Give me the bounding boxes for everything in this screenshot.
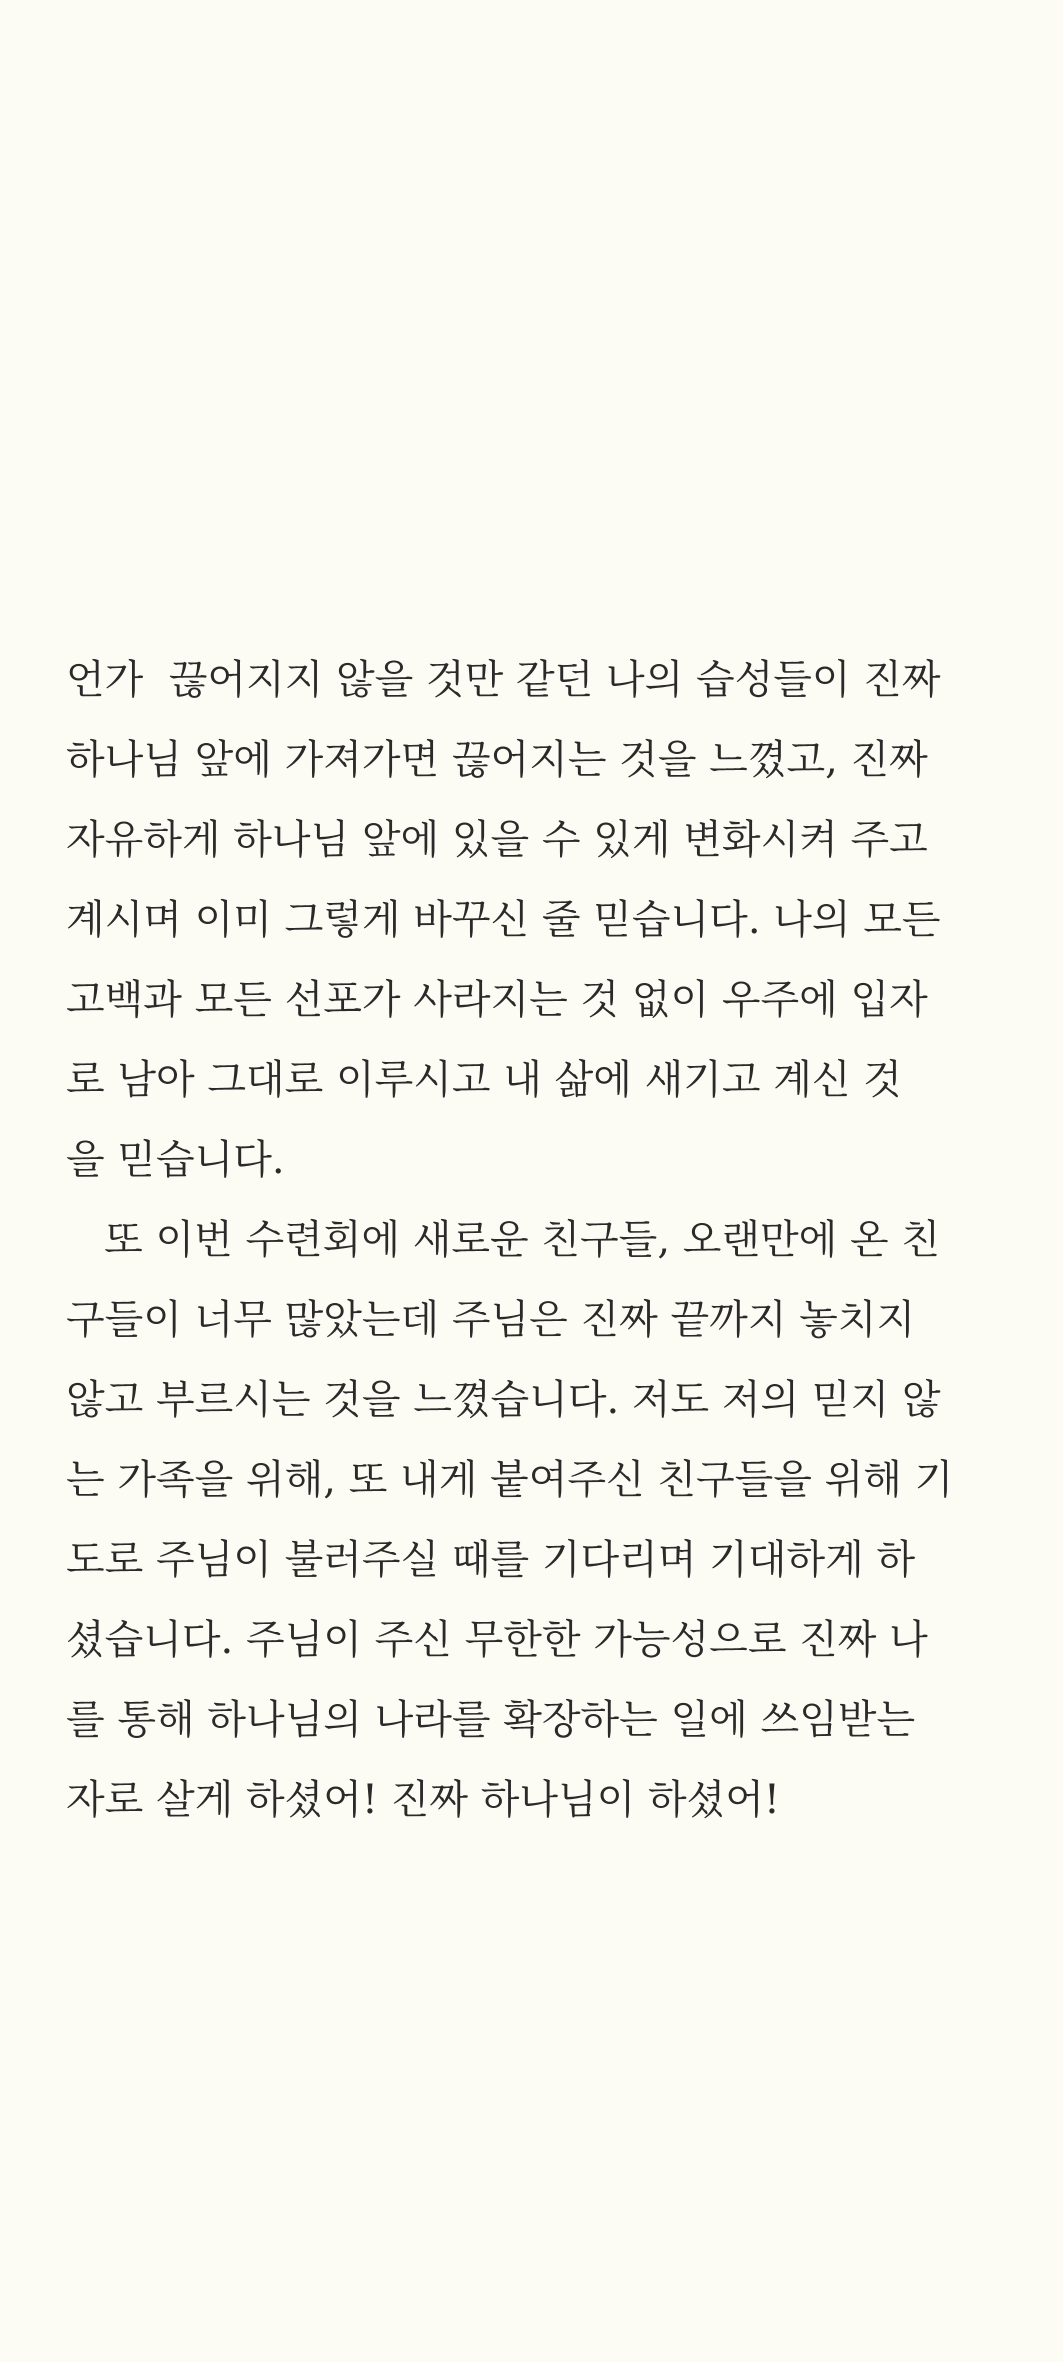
text-line: 는 가족을 위해, 또 내게 붙여주신 친구들을 위해 기 xyxy=(66,1457,954,1503)
text-line: 구들이 너무 많았는데 주님은 진짜 끝까지 놓치지 xyxy=(66,1297,916,1343)
text-line: 를 통해 하나님의 나라를 확장하는 일에 쓰임받는 xyxy=(66,1697,916,1743)
text-line: 자유하게 하나님 앞에 있을 수 있게 변화시켜 주고 xyxy=(66,817,928,863)
text-line: 또 이번 수련회에 새로운 친구들, 오랜만에 온 친 xyxy=(66,1217,941,1263)
text-line: 자로 살게 하셨어! 진짜 하나님이 하셨어! xyxy=(66,1777,780,1823)
body-text xyxy=(66,640,996,1840)
text-line: 하나님 앞에 가져가면 끊어지는 것을 느꼈고, 진짜 xyxy=(66,737,928,783)
text-line: 로 남아 그대로 이루시고 내 삶에 새기고 계신 것 xyxy=(66,1057,902,1103)
text-line: 고백과 모든 선포가 사라지는 것 없이 우주에 입자 xyxy=(66,977,928,1023)
text-line: 도로 주님이 불러주실 때를 기다리며 기대하게 하 xyxy=(66,1537,916,1583)
text-line: 셨습니다. 주님이 주신 무한한 가능성으로 진짜 나 xyxy=(66,1617,928,1663)
text-line: 계시며 이미 그렇게 바꾸신 줄 믿습니다. 나의 모든 xyxy=(66,897,941,943)
text-line: 을 믿습니다. xyxy=(66,1137,285,1183)
text-line: 않고 부르시는 것을 느꼈습니다. 저도 저의 믿지 않 xyxy=(66,1377,941,1423)
text-line: 언가 끊어지지 않을 것만 같던 나의 습성들이 진짜 xyxy=(66,657,941,703)
